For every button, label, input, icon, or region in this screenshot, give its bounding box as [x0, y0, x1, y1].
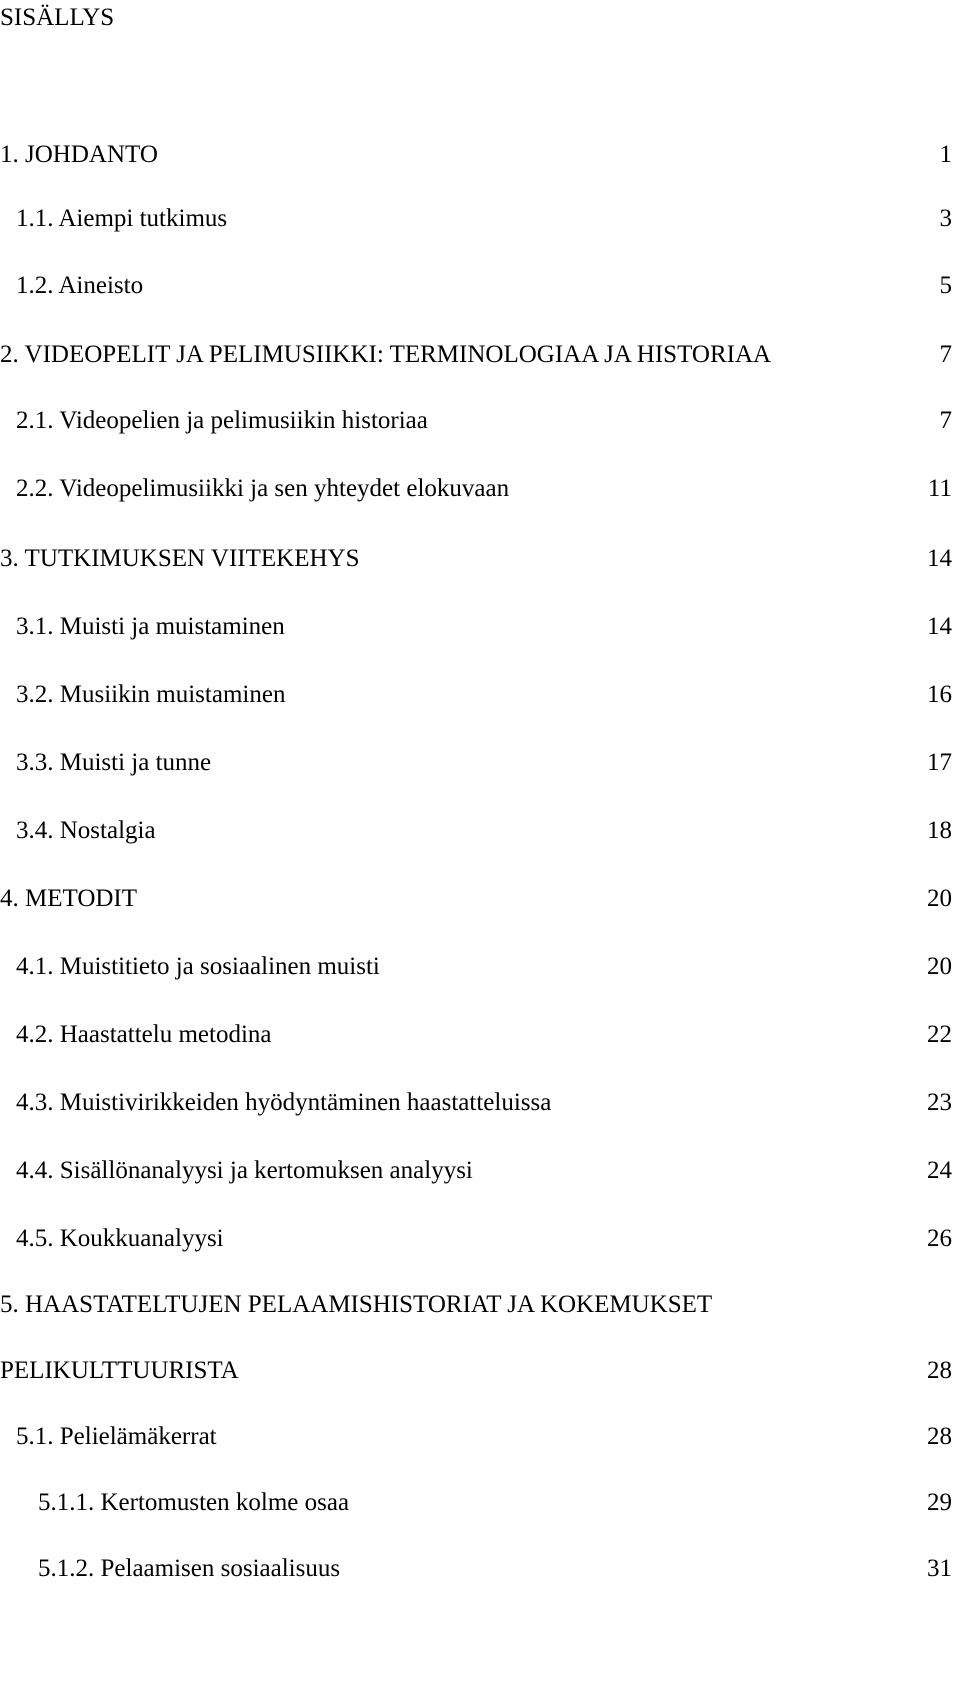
- toc-entry: [0, 1292, 960, 1322]
- toc-entry: [0, 476, 960, 506]
- toc-entry: [0, 546, 960, 576]
- toc-entry-label: 3.1. Muisti ja muistaminen: [16, 613, 285, 640]
- toc-entry-label: PELIKULTTUURISTA: [0, 1357, 239, 1384]
- toc-entry-label: 5.1.1. Kertomusten kolme osaa: [38, 1489, 350, 1516]
- toc-entry-label: 3. TUTKIMUKSEN VIITEKEHYS: [0, 545, 360, 572]
- toc-entry-label: 2.1. Videopelien ja pelimusiikin historiaa: [16, 407, 428, 434]
- toc-entry-page-number: 3: [939, 205, 952, 232]
- toc-entry: [0, 1090, 960, 1120]
- toc-entry: [0, 1490, 960, 1520]
- toc-entry-label: 4.1. Muistitieto ja sosiaalinen muisti: [16, 953, 380, 980]
- toc-entry-page-number: 18: [927, 817, 952, 844]
- toc-entry-page-number: 11: [927, 475, 952, 502]
- toc-entry-label: 1. JOHDANTO: [0, 141, 158, 168]
- toc-entry: [0, 206, 960, 236]
- toc-entry-page-number: 23: [927, 1089, 952, 1116]
- toc-entry-label: 4.2. Haastattelu metodina: [16, 1021, 272, 1048]
- toc-entry-label: 1.1. Aiempi tutkimus: [16, 205, 228, 232]
- toc-entry-page-number: 22: [927, 1021, 952, 1048]
- toc-entry-label: 3.2. Musiikin muistaminen: [16, 681, 286, 708]
- toc-entry-label: 5. HAASTATELTUJEN PELAAMISHISTORIAT JA KOKEMUKSET: [0, 1291, 713, 1318]
- toc-entry: [0, 1424, 960, 1454]
- toc-entry-page-number: 28: [927, 1423, 952, 1450]
- toc-entry-label: 4.3. Muistivirikkeiden hyödyntäminen haastatteluissa: [16, 1089, 552, 1116]
- toc-entry-page-number: 28: [927, 1357, 952, 1384]
- toc-entry-page-number: 24: [927, 1157, 952, 1184]
- toc-entry: [0, 342, 960, 372]
- toc-entry-page-number: 7: [939, 407, 952, 434]
- toc-entry: [0, 818, 960, 848]
- toc-entry: [0, 408, 960, 438]
- toc-entry-page-number: 16: [927, 681, 952, 708]
- toc-entry-label: 2.2. Videopelimusiikki ja sen yhteydet elokuvaan: [16, 475, 510, 502]
- toc-entry: [0, 954, 960, 984]
- page-title: SISÄLLYS: [0, 4, 115, 31]
- toc-entry-page-number: 20: [927, 885, 952, 912]
- toc-entry: [0, 1226, 960, 1256]
- toc-entry: [0, 1556, 960, 1586]
- toc-entry-page-number: 7: [939, 341, 952, 368]
- toc-entry-label: 3.4. Nostalgia: [16, 817, 156, 844]
- toc-entry-page-number: 1: [939, 141, 952, 168]
- toc-entry-label: 3.3. Muisti ja tunne: [16, 749, 212, 776]
- toc-entry: [0, 750, 960, 780]
- toc-entry-page-number: 17: [927, 749, 952, 776]
- toc-entry: [0, 1022, 960, 1052]
- toc-entry: [0, 886, 960, 916]
- toc-entry: [0, 682, 960, 712]
- toc-entry-page-number: 14: [927, 613, 952, 640]
- toc-entry-page-number: 14: [927, 545, 952, 572]
- toc-entry-page-number: 26: [927, 1225, 952, 1252]
- toc-entry: [0, 273, 960, 303]
- toc-entry: [0, 1158, 960, 1188]
- toc-entry-label: 2. VIDEOPELIT JA PELIMUSIIKKI: TERMINOLOGIAA JA HISTORIAA: [0, 341, 772, 368]
- toc-entry-label: 4.4. Sisällönanalyysi ja kertomuksen analyysi: [16, 1157, 473, 1184]
- toc-entry-page-number: 29: [927, 1489, 952, 1516]
- toc-entry-page-number: 31: [927, 1555, 952, 1582]
- toc-entry-label: 1.2. Aineisto: [16, 272, 144, 299]
- toc-entry-page-number: 20: [927, 953, 952, 980]
- toc-entry-page-number: 5: [939, 272, 952, 299]
- toc-entry: [0, 142, 960, 172]
- toc-entry-label: 4.5. Koukkuanalyysi: [16, 1225, 224, 1252]
- toc-entry-label: 4. METODIT: [0, 885, 138, 912]
- toc-entry: [0, 1358, 960, 1388]
- toc-entry-label: 5.1. Pelielämäkerrat: [16, 1423, 217, 1450]
- toc-entry-label: 5.1.2. Pelaamisen sosiaalisuus: [38, 1555, 341, 1582]
- toc-entry: [0, 614, 960, 644]
